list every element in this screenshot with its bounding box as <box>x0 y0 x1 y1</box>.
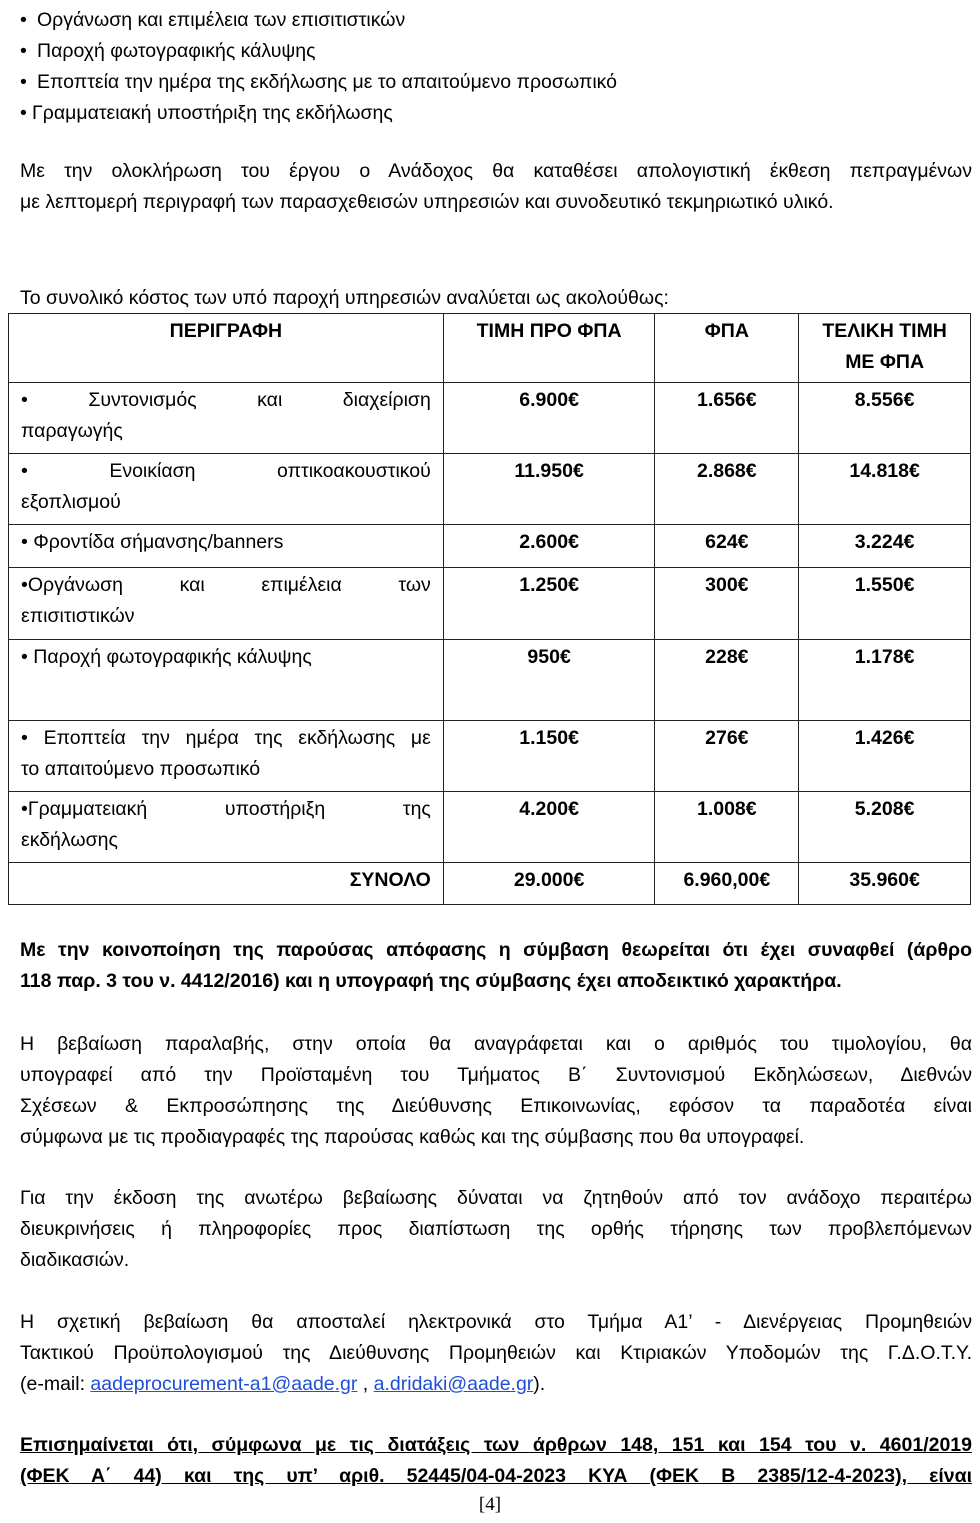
table-row <box>9 454 971 525</box>
table-row <box>9 640 971 721</box>
row-net: 11.950€ <box>443 454 655 525</box>
clarification-paragraph: Για την έκδοση της ανωτέρω βεβαίωσης δύναται να ζητηθούν από τον ανάδοχο περαιτέρω διευκρινήσεις ή πληροφορίες προς διαπίστωση της ορθής τήρησης των προβλεπόμενων διαδικασιών. <box>20 1187 972 1271</box>
row-description: • Εποπτεία την ημέρα της εκδήλωσης με το απαιτούμενο προσωπικό <box>9 721 444 792</box>
row-final: 1.178€ <box>799 640 971 721</box>
list-item: • Γραμματειακή υποστήριξη της εκδήλωσης <box>20 102 393 124</box>
row-description: • Συντονισμός και διαχείριση παραγωγής <box>9 383 444 454</box>
row-final: 14.818€ <box>799 454 971 525</box>
row-description: •Οργάνωση και επιμέλεια των επισιτιστικών <box>9 568 444 640</box>
table-row <box>9 383 971 454</box>
row-vat: 276€ <box>655 721 799 792</box>
table-row <box>9 568 971 640</box>
total-final: 35.960€ <box>799 863 971 905</box>
email-link-dridaki[interactable]: a.dridaki@aade.gr <box>373 1373 534 1395</box>
row-description: • Παροχή φωτογραφικής κάλυψης <box>9 640 444 721</box>
report-paragraph: Με την ολοκλήρωση του έργου ο Ανάδοχος θα καταθέσει απολογιστική έκθεση πεπραγμένων με λεπτομερή περιγραφή των παρασχεθεισών υπηρεσιών και συνοδευτικό τεκμηριωτικό υλικό. <box>20 160 972 213</box>
row-vat: 1.008€ <box>655 792 799 863</box>
table-row <box>9 721 971 792</box>
row-final: 8.556€ <box>799 383 971 454</box>
total-vat: 6.960,00€ <box>655 863 799 905</box>
list-item: • Οργάνωση και επιμέλεια των επισιτιστικών <box>20 9 406 31</box>
row-net: 6.900€ <box>443 383 655 454</box>
header-vat: ΦΠΑ <box>655 314 799 383</box>
total-label: ΣΥΝΟΛΟ <box>9 863 444 905</box>
total-net: 29.000€ <box>443 863 655 905</box>
contract-paragraph: Με την κοινοποίηση της παρούσας απόφασης η σύμβαση θεωρείται ότι έχει συναφθεί (άρθρο 118 παρ. 3 του ν. 4412/2016) και η υπογραφή της σύμβασης έχει αποδεικτικό χαρακτήρα. <box>20 939 972 992</box>
row-final: 1.550€ <box>799 568 971 640</box>
table-header-row <box>9 314 971 383</box>
row-vat: 300€ <box>655 568 799 640</box>
row-description: • Ενοικίαση οπτικοακουστικού εξοπλισμού <box>9 454 444 525</box>
top-bullet-list <box>20 5 617 129</box>
email-line: (e-mail: aadeprocurement-a1@aade.gr , a.dridaki@aade.gr). <box>20 1373 546 1395</box>
cost-table <box>8 313 971 905</box>
table-total-row <box>9 863 971 905</box>
row-net: 2.600€ <box>443 525 655 568</box>
table-row <box>9 525 971 568</box>
header-description: ΠΕΡΙΓΡΑΦΗ <box>9 314 444 383</box>
page-number: [4] <box>478 1494 502 1515</box>
row-vat: 228€ <box>655 640 799 721</box>
list-item: • Παροχή φωτογραφικής κάλυψης <box>20 40 316 62</box>
row-final: 1.426€ <box>799 721 971 792</box>
sending-paragraph: Η σχετική βεβαίωση θα αποσταλεί ηλεκτρονικά στο Τμήμα Α1’ - Διενέργειας Προμηθειών Τακτικού Προϋπολογισμού της Διεύθυνσης Προμηθειών και Κτιριακών Υποδομών της Γ.Δ.Ο.Τ.Υ. (e-mail: aadeprocurement-a1@aade.gr , a.dridaki@aade.gr). <box>20 1307 972 1400</box>
row-vat: 624€ <box>655 525 799 568</box>
row-net: 950€ <box>443 640 655 721</box>
cost-intro: Το συνολικό κόστος των υπό παροχή υπηρεσιών αναλύεται ως ακολούθως: <box>20 287 669 309</box>
row-description: • Φροντίδα σήμανσης/banners <box>9 525 444 568</box>
header-final-price: ΤΕΛΙΚΗ ΤΙΜΗ ΜΕ ΦΠΑ <box>799 314 971 383</box>
table-row <box>9 792 971 863</box>
row-net: 1.250€ <box>443 568 655 640</box>
row-vat: 2.868€ <box>655 454 799 525</box>
list-item: • Εποπτεία την ημέρα της εκδήλωσης με το απαιτούμενο προσωπικό <box>20 71 618 93</box>
notice-paragraph: Επισημαίνεται ότι, σύμφωνα με τις διατάξεις των άρθρων 148, 151 και 154 του ν. 4601/2019 (ΦΕΚ Α΄ 44) και της υπ’ αριθ. 52445/04-04-2023 ΚΥΑ (ΦΕΚ Β 2385/12-4-2023), είναι <box>20 1434 972 1487</box>
row-vat: 1.656€ <box>655 383 799 454</box>
header-net-price: ΤΙΜΗ ΠΡΟ ΦΠΑ <box>443 314 655 383</box>
receipt-paragraph: Η βεβαίωση παραλαβής, στην οποία θα αναγράφεται και ο αριθμός του τιμολογίου, θα υπογραφεί από την Προϊσταμένη του Τμήματος Β΄ Συντονισμού Εκδηλώσεων, Διεθνών Σχέσεων & Εκπροσώπησης της Διεύθυνσης Επικοινωνίας, εφόσον τα παραδοτέα είναι σύμφωνα με τις προδιαγραφές της παρούσας καθώς και της σύμβασης που θα υπογραφεί. <box>20 1033 972 1148</box>
row-final: 3.224€ <box>799 525 971 568</box>
row-description: •Γραμματειακή υποστήριξη της εκδήλωσης <box>9 792 444 863</box>
email-link-procurement[interactable]: aadeprocurement-a1@aade.gr <box>90 1373 358 1395</box>
row-net: 4.200€ <box>443 792 655 863</box>
row-final: 5.208€ <box>799 792 971 863</box>
row-net: 1.150€ <box>443 721 655 792</box>
